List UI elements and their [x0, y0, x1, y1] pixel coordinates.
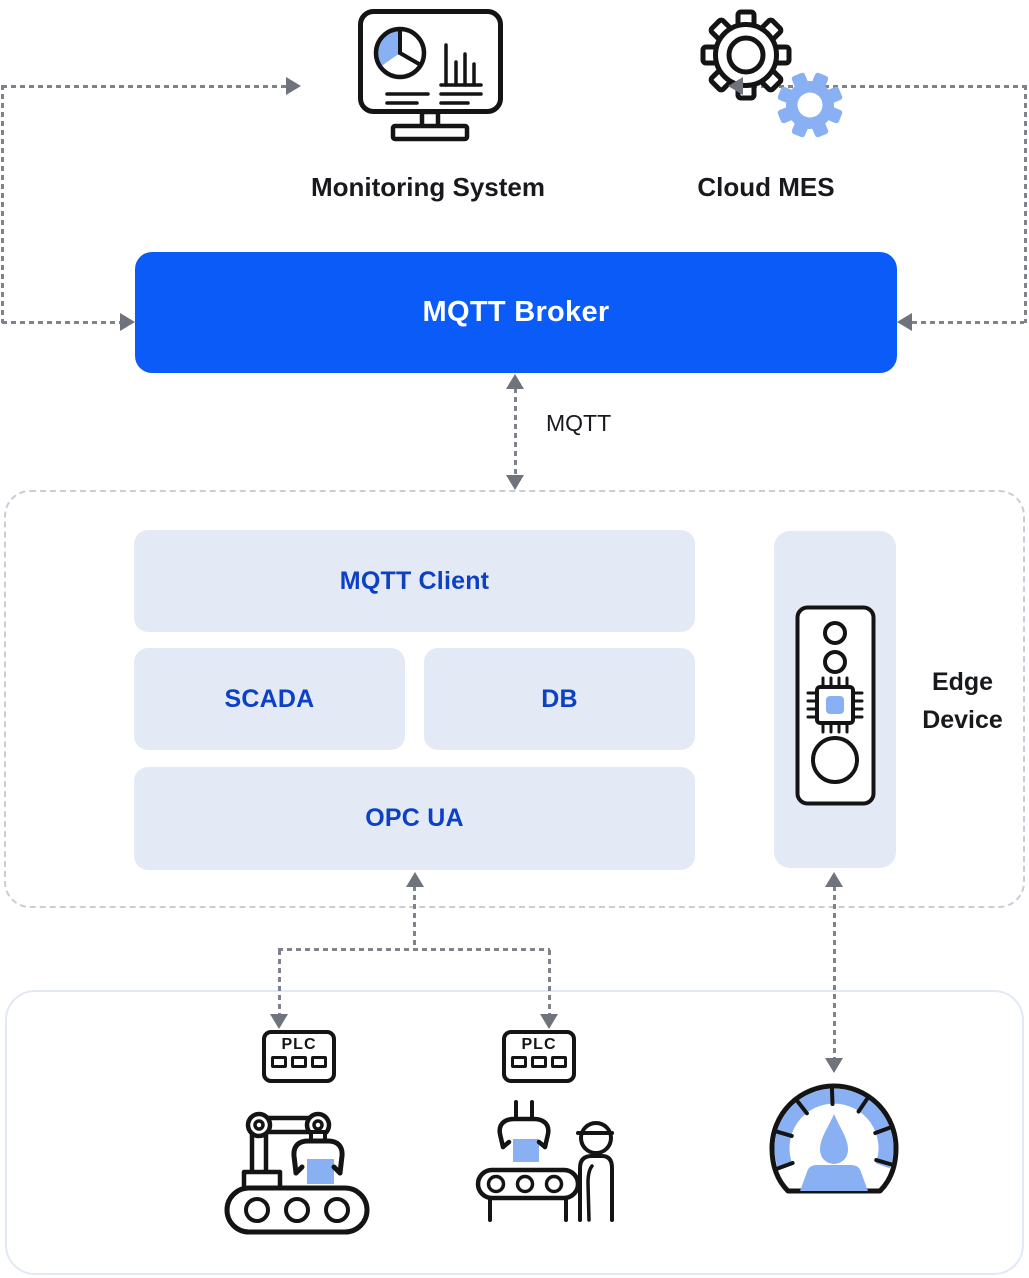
arrowhead-into-monitoring	[286, 77, 301, 95]
mqtt-client-box	[134, 530, 695, 632]
plc2-box	[502, 1030, 576, 1083]
edge-device-label-line2: Device	[922, 706, 1003, 734]
arrowhead-up-broker	[506, 374, 524, 389]
connector-plc2-drop	[548, 950, 551, 1016]
connector-broker-edge	[514, 388, 517, 476]
connector-edgedevice-gauge	[833, 886, 836, 1060]
arrowhead-into-plc1	[270, 1014, 288, 1029]
connector-to-broker-left	[2, 321, 120, 324]
gears-icon	[695, 5, 855, 140]
connector-to-broker-right	[912, 321, 1024, 324]
plc1-box	[262, 1030, 336, 1083]
conveyor-worker-icon	[470, 1098, 645, 1224]
arrowhead-into-plc2	[540, 1014, 558, 1029]
edge-device-label-line1: Edge	[931, 668, 994, 696]
arrowhead-into-gauge	[825, 1058, 843, 1073]
mqtt-broker-box	[135, 252, 897, 373]
arrowhead-into-edgedevice	[825, 872, 843, 887]
monitor-chart-icon	[355, 6, 505, 140]
plc1-io-cells	[271, 1056, 327, 1068]
opc-ua-label: OPC UA	[365, 804, 464, 832]
scada-box	[134, 648, 405, 750]
filled-gear	[777, 72, 843, 138]
plc1-label: PLC	[281, 1036, 317, 1053]
edge-device-label	[905, 663, 1020, 739]
connector-to-monitoring	[2, 85, 286, 88]
cloud-mes-label: Cloud MES	[697, 172, 835, 202]
monitoring-system-label: Monitoring System	[310, 172, 545, 202]
io-cell	[551, 1056, 567, 1068]
mqtt-client-label: MQTT Client	[339, 566, 490, 595]
robot-arm-icon	[222, 1096, 372, 1236]
io-cell	[311, 1056, 327, 1068]
connector-right-vertical	[1024, 85, 1027, 323]
plc2-io-cells	[511, 1056, 567, 1068]
outline-gear	[703, 12, 789, 98]
db-label: DB	[541, 684, 578, 713]
arrowhead-down-edge-layer	[506, 475, 524, 490]
plc2-label: PLC	[521, 1036, 557, 1053]
arrowhead-into-broker-left	[120, 313, 135, 331]
arrowhead-into-cloudmes	[728, 77, 743, 95]
worker-figure	[578, 1123, 612, 1220]
scada-label: SCADA	[224, 684, 315, 713]
arrowhead-into-opcua	[406, 872, 424, 887]
mqtt-broker-label: MQTT Broker	[422, 296, 610, 328]
connector-plc1-drop	[278, 950, 281, 1016]
mqtt-protocol-label: MQTT	[546, 410, 612, 436]
db-box	[424, 648, 695, 750]
io-cell	[291, 1056, 307, 1068]
io-cell	[531, 1056, 547, 1068]
gauge-icon	[765, 1078, 905, 1194]
connector-opcua-riser	[413, 886, 416, 949]
connector-left-vertical	[1, 85, 4, 323]
opc-ua-box	[134, 767, 695, 870]
edge-device-icon	[790, 600, 880, 810]
connector-plc-branch	[278, 948, 550, 951]
io-cell	[511, 1056, 527, 1068]
arrowhead-into-broker-right	[897, 313, 912, 331]
io-cell	[271, 1056, 287, 1068]
